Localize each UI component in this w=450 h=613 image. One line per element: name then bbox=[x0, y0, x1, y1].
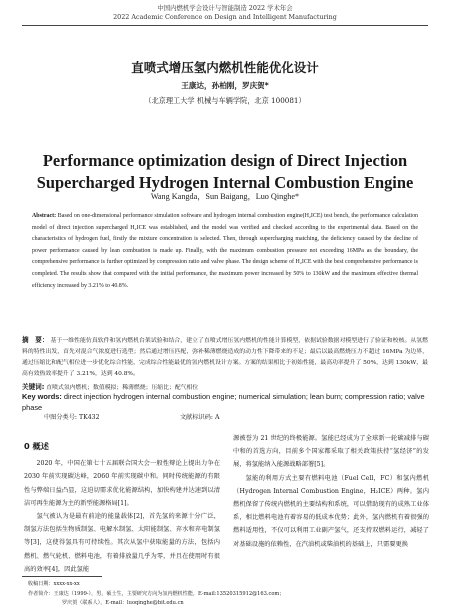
document-code: 文献标识码: A bbox=[180, 414, 220, 421]
header-rule bbox=[22, 25, 428, 26]
english-keywords-text: direct injection hydrogen internal combustion engine; numerical simulation; lean burn; compression ratio; valve phase bbox=[22, 392, 425, 412]
classification-row bbox=[44, 412, 424, 421]
body-column-right bbox=[233, 432, 429, 551]
body-paragraph: 源被誉为 21 世纪的终极能源。氢能已经成为了全球新一轮碳减排与碳中和的首选方向，目前多个国家都采取了相关政策扶持“氢经济”的发展，将氢能纳入能源战略部署[5]。 bbox=[233, 435, 429, 469]
body-paragraph: 氢能的利用方式主要有燃料电池（Fuel Cell，FC）和氢内燃机（Hydrogen Internal Combustion Engine，H₂ICE）两种。氢内燃机保留了传统内燃机的主要结构和系统，可以借助现有的成熟工业体系，相比燃料电池有着容易的低成本优势；此外，氢内燃机有着很强的燃料适用性，不仅可以利用工业副产氢气，还支持双燃料运行，减轻了对基础设施的依赖性，在汽油机或柴油机的基础上，只需要更换 bbox=[233, 474, 429, 548]
footnotes bbox=[28, 580, 428, 609]
running-head bbox=[0, 4, 450, 22]
english-abstract bbox=[32, 211, 418, 292]
clc-number: 中图分类号: TK432 bbox=[44, 414, 100, 421]
section-heading: 0 概述 bbox=[24, 441, 49, 451]
english-title bbox=[0, 150, 450, 194]
footnote-received: 收稿日期：xxxx-xx-xx bbox=[28, 581, 80, 587]
english-abstract-text: Based on one-dimensional performance simulation software and hydrogen internal combustion engine(H₂ICE) test bench, the performance calculation model of direct injection supercharged H₂ICE was established, and the model was verified and checked according to the experimental data. Based on the characteristics of hydrogen fuel, firstly the mixture concentration is selected. Then, through supercharging matching, the deficiency caused by the decline of power performance caused by lean combustion is made up. Finally, with the maximum combustion pressure not exceeding 16MPa as the boundary, the comprehensive performance is further optimized by compression ratio and valve phase. The design scheme of H₂ICE with the best comprehensive performance is completed. The results show that compared with the initial performance, the maximum power increased by 50% to 130kW and the maximum effective thermal efficiency increased by 3.21% to 40.8%. bbox=[32, 213, 419, 289]
footnote-author2: 罗庆贺（联系人），E-mail：luoqinghe@bit.edu.cn bbox=[62, 600, 184, 606]
footnote-rule bbox=[22, 576, 102, 577]
english-authors: Wang Kangda，Sun Baigang，Luo Qinghe* bbox=[150, 192, 300, 201]
chinese-keywords-text: 直喷式氢内燃机；数值模拟；稀薄燃烧；压缩比；配气相位 bbox=[46, 385, 199, 391]
english-keywords bbox=[22, 391, 428, 413]
body-paragraph: 氢气被认为是最有前途的能量载体[2]，首先氢的来源十分广泛，制氢方法包括生物质制氢、电解水制氢、太阳能制氢、弃水和弃电制氢等[3]，这使得氢具有可持续性。其次从氢中获取能量的方法，包括内燃机、燃气轮机、燃料电池，有着排放量几乎为零，并且在使用时有很高的效率[4]，因此氢能 bbox=[24, 513, 220, 573]
running-head-cn: 中国内燃机学会设计与智能制造 2022 学术年会 bbox=[157, 4, 293, 12]
chinese-authors: 王康达，孙柏刚，罗庆贺* bbox=[181, 81, 269, 90]
english-title-line1: Performance optimization design of Direct Injection bbox=[42, 151, 408, 170]
chinese-keywords-label: 关键词: bbox=[22, 383, 45, 391]
chinese-keywords bbox=[22, 381, 428, 391]
chinese-abstract-text: 基于一维性能仿真软件和氢内燃机台架试验和结合，建立了直喷式增压氢内燃机的性能计算模型，依据试验数据对模型进行了验证和校核。从氢燃料的特性出发，首先对混合气浓度进行选型；然后通过增压匹配，弥补稀薄燃烧造成的动力性下降带来的不足；最后以最高燃烧压力不超过 16MPa 为边界，通过压缩比和配气相位进一步优化综合性能，完成综合性能最优的氢内燃机设计方案。方案的结果相比于初始性能，最高功率提升了 50%，达到 130kW，最高有效热效率提升了 3.21%，达到 40.8%。 bbox=[22, 338, 429, 377]
chinese-abstract bbox=[22, 335, 428, 380]
body-column-left bbox=[24, 440, 220, 576]
english-keywords-label: Key words: bbox=[22, 392, 62, 401]
chinese-title: 直喷式增压氢内燃机性能优化设计 bbox=[131, 60, 319, 75]
body-paragraph: 2020 年，中国在第七十五届联合国大会一般性辩论上提出力争在 2030 年前实现碳达峰，2060 年前实现碳中和。同时传统能源的有限性与弊端日益凸显，这迫切需求优化能源结构，加快构建并达速到以清洁可再生能源为主的新型能源格局[1]。 bbox=[24, 460, 220, 507]
footnote-author1: 作者简介：王康达（1999-），男，硕士生，主要研究方向为氢内燃机性能，E-mail:13520315912@163.com； bbox=[28, 590, 285, 597]
running-head-en: 2022 Academic Conference on Design and Intelligent Manufacturing bbox=[113, 13, 337, 21]
chinese-abstract-label: 摘 要： bbox=[22, 336, 49, 344]
english-abstract-label: Abstract: bbox=[32, 213, 57, 219]
english-title-line2: Supercharged Hydrogen Internal Combustion Engine bbox=[36, 173, 414, 192]
chinese-affiliation: （北京理工大学 机械与车辆学院，北京 100081） bbox=[144, 96, 306, 105]
